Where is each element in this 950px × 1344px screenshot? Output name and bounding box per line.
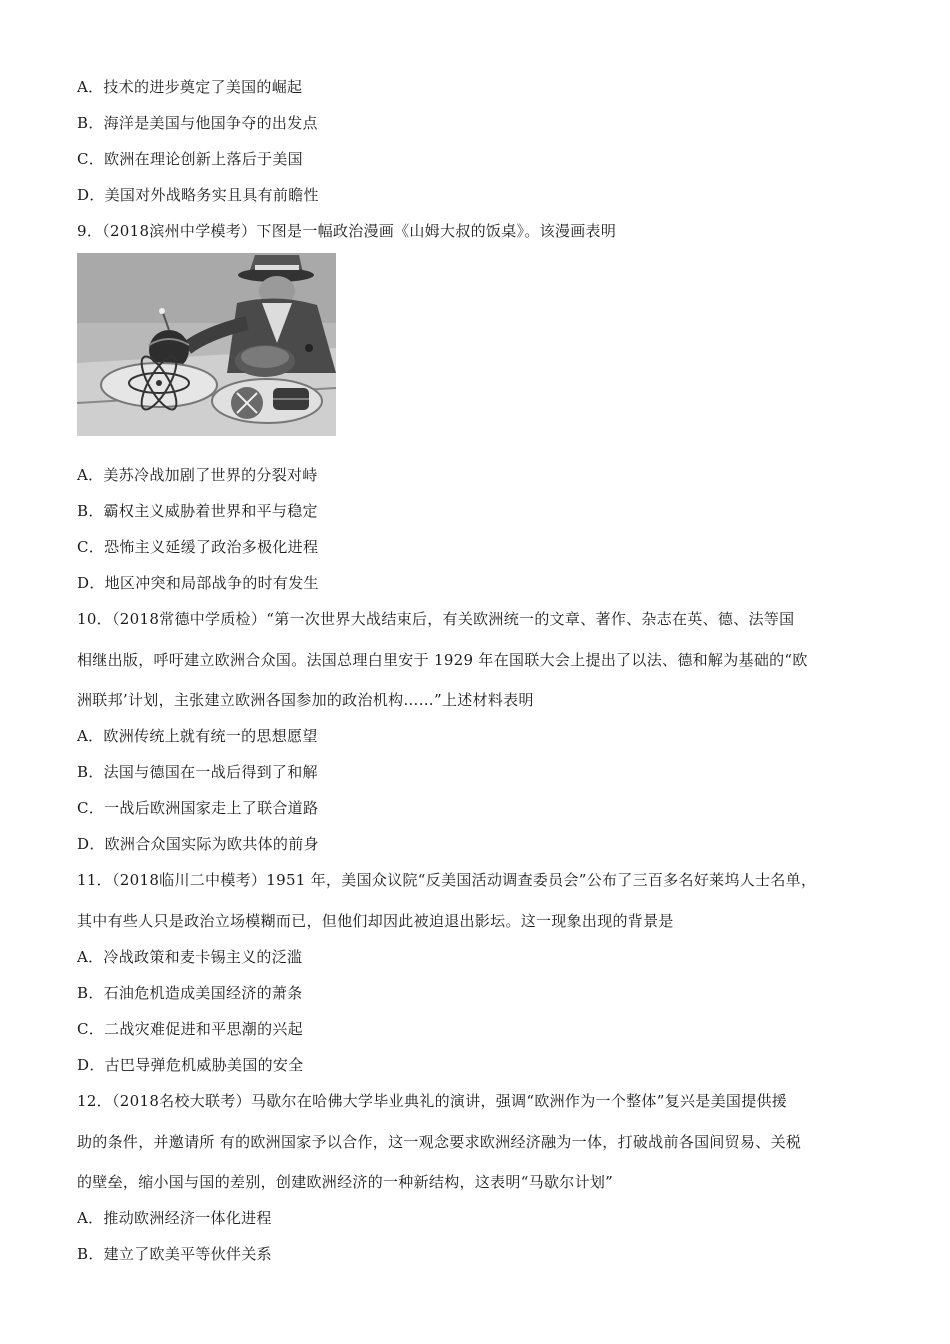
q8-option-b: B．海洋是美国与他国争夺的出发点: [77, 114, 318, 132]
cartoon-drawing: [77, 253, 336, 436]
q11-option-a: A．冷战政策和麦卡锡主义的泛滥: [77, 948, 303, 966]
q9-stem: 9．（2018滨州中学模考）下图是一幅政治漫画《山姆大叔的饭桌》。该漫画表明: [77, 222, 617, 240]
q11-stem-line-1: 11．（2018临川二中模考）1951 年，美国众议院“反美国活动调查委员会”公布了三百多名好莱坞人士名单，: [77, 871, 817, 889]
q10-option-b: B．法国与德国在一战后得到了和解: [77, 763, 318, 781]
q9-option-c: C．恐怖主义延缓了政治多极化进程: [77, 538, 319, 556]
uncle-sam-cartoon-image: [77, 253, 336, 436]
q8-option-a: A．技术的进步奠定了美国的崛起: [77, 78, 303, 96]
q12-option-b: B．建立了欧美平等伙伴关系: [77, 1245, 272, 1263]
q9-option-d: D．地区冲突和局部战争的时有发生: [77, 574, 319, 592]
q10-stem-line-3: 洲联邦’计划，主张建立欧洲各国参加的政治机构……”上述材料表明: [77, 691, 534, 709]
q8-option-d: D．美国对外战略务实且具有前瞻性: [77, 186, 319, 204]
q10-stem-line-2: 相继出版，呼吁建立欧洲合众国。法国总理白里安于 1929 年在国联大会上提出了以法、德和解为基础的“欧: [77, 651, 808, 669]
q11-option-b: B．石油危机造成美国经济的萧条: [77, 984, 303, 1002]
q9-option-a: A．美苏冷战加剧了世界的分裂对峙: [77, 466, 318, 484]
q8-option-c: C．欧洲在理论创新上落后于美国: [77, 150, 303, 168]
q10-option-a: A．欧洲传统上就有统一的思想愿望: [77, 727, 318, 745]
q10-option-c: C．一战后欧洲国家走上了联合道路: [77, 799, 319, 817]
q11-stem-line-2: 其中有些人只是政治立场模糊而已，但他们却因此被迫退出影坛。这一现象出现的背景是: [77, 912, 674, 930]
q12-stem-line-1: 12．（2018名校大联考）马歇尔在哈佛大学毕业典礼的演讲，强调“欧洲作为一个整体”复兴是美国提供援: [77, 1092, 788, 1110]
q9-option-b: B．霸权主义威胁着世界和平与稳定: [77, 502, 318, 520]
q10-stem-line-1: 10．（2018常德中学质检）“第一次世界大战结束后，有关欧洲统一的文章、著作、杂志在英、德、法等国: [77, 610, 795, 628]
q10-option-d: D．欧洲合众国实际为欧共体的前身: [77, 835, 319, 853]
q11-option-c: C．二战灾难促进和平思潮的兴起: [77, 1020, 303, 1038]
q12-option-a: A．推动欧洲经济一体化进程: [77, 1209, 272, 1227]
q11-option-d: D．古巴导弹危机威胁美国的安全: [77, 1056, 304, 1074]
q12-stem-line-2: 助的条件，并邀请所 有的欧洲国家予以合作，这一观念要求欧洲经济融为一体，打破战前各国间贸易、关税: [77, 1133, 802, 1151]
q12-stem-line-3: 的壁垒，缩小国与国的差别，创建欧洲经济的一种新结构，这表明“马歇尔计划”: [77, 1173, 614, 1191]
